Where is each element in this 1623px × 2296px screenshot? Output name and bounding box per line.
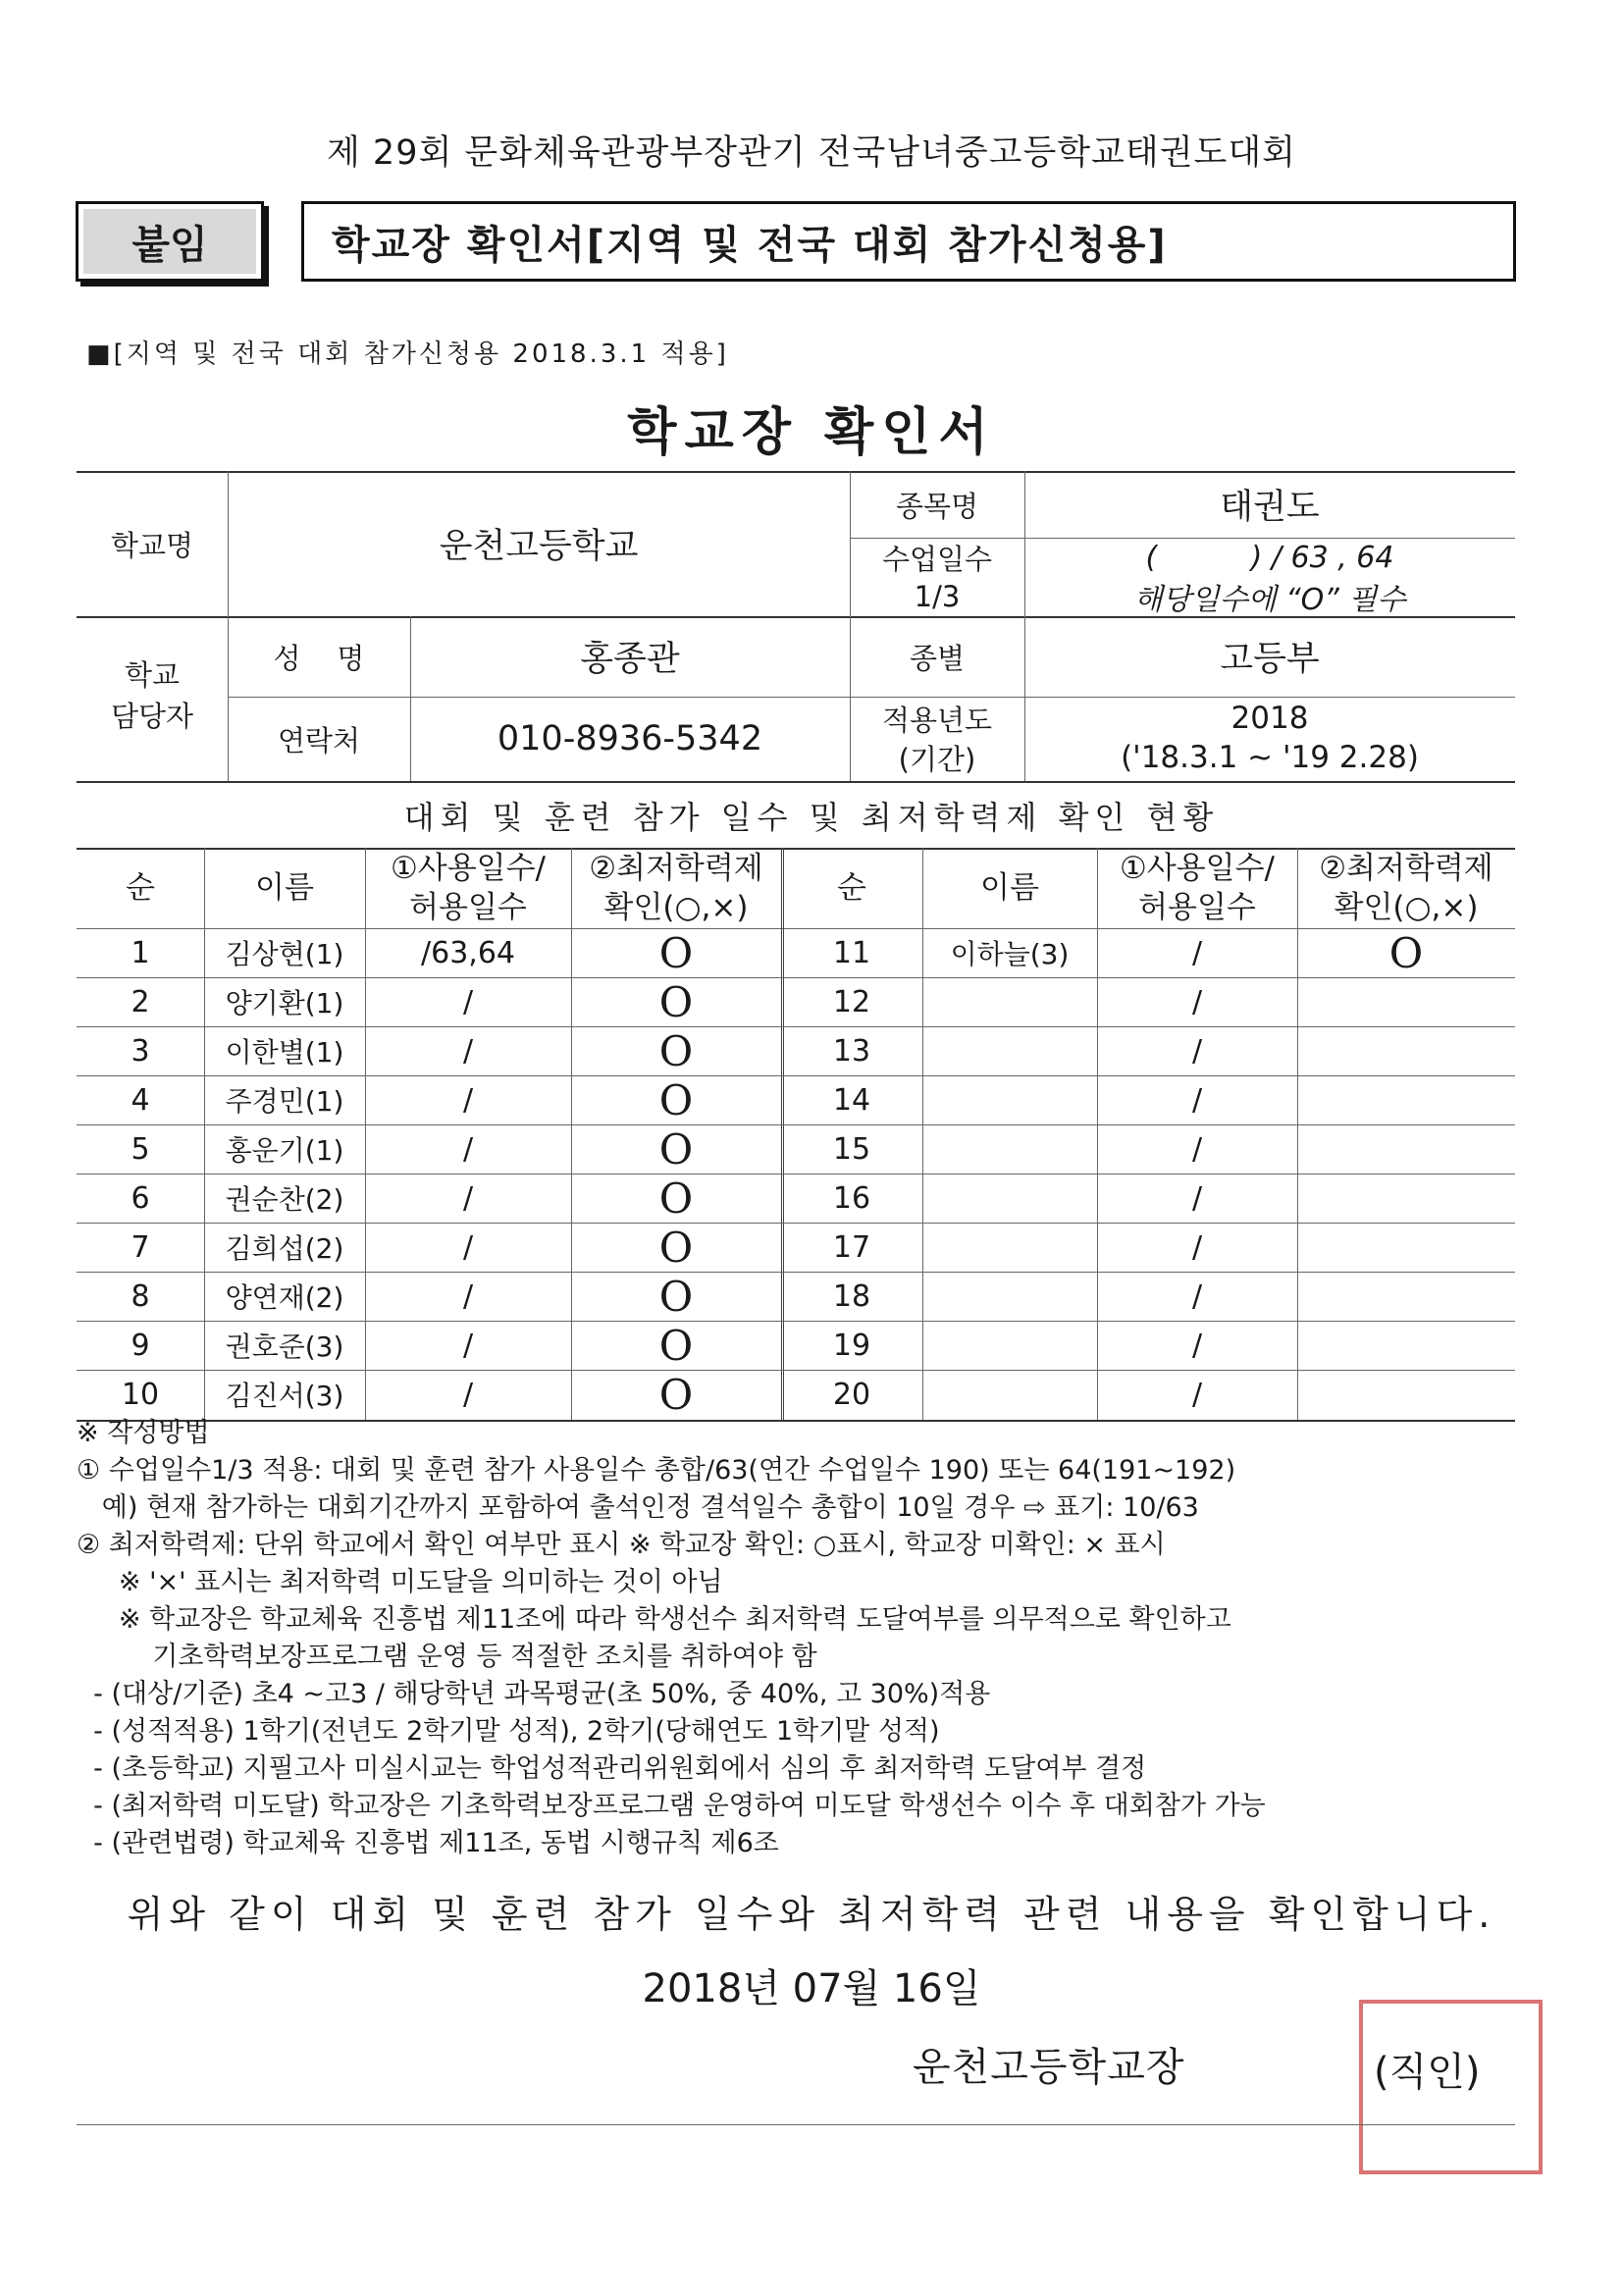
student-name: 이한별(1): [225, 1036, 344, 1069]
form-title: 학교장 확인서[지역 및 전국 대회 참가신청용]: [301, 201, 1516, 282]
row-number: 8: [131, 1278, 150, 1314]
student-name: [922, 1075, 1097, 1124]
manager-name: 홍종관: [580, 640, 680, 679]
instruction-line: 예) 현재 참가하는 대회기간까지 포함하여 출석인정 결석일수 총합이 10일 경우 ⇨ 표기: 10/63: [77, 1492, 1199, 1523]
student-name: 양기환(1): [225, 987, 344, 1019]
days-used: /: [1191, 1082, 1203, 1118]
row-number: 1: [131, 935, 150, 970]
header-days-line1: ①사용일수/: [1119, 851, 1276, 886]
section-title: 대회 및 훈련 참가 일수 및 최저학력제 확인 현황: [403, 799, 1220, 836]
days-used: /: [462, 1377, 474, 1412]
manager-label: 학교: [124, 657, 181, 692]
days-used: /: [1191, 1180, 1203, 1216]
min-academic-check: [1297, 1026, 1515, 1075]
main-title: 학교장 확인서: [627, 403, 996, 462]
days-used: /: [1191, 1229, 1203, 1265]
row-number: 19: [832, 1328, 871, 1363]
row-number: 4: [131, 1082, 150, 1118]
row-number: 6: [131, 1180, 150, 1216]
row-number: 14: [832, 1082, 871, 1118]
form-note: ■[지역 및 전국 대회 참가신청용 2018.3.1 적용]: [86, 339, 729, 369]
header-check: [1297, 848, 1515, 928]
days-used: /: [1191, 1033, 1203, 1069]
student-name: 주경민(1): [225, 1085, 344, 1118]
instruction-line: ※ 학교장은 학교체육 진흥법 제11조에 따라 학생선수 최저학력 도달여부를 의무적으로 확인하고: [77, 1604, 1231, 1635]
min-academic-check: [1297, 977, 1515, 1026]
min-academic-check: O: [658, 1174, 694, 1223]
year-value: 2018: [1230, 701, 1309, 736]
class-days-value: ( ) / 63 , 64: [1145, 540, 1394, 575]
min-academic-check: O: [1388, 928, 1424, 977]
days-used: /: [462, 1082, 474, 1118]
min-academic-check: [1297, 1223, 1515, 1272]
header-no: 순: [837, 870, 866, 906]
row-number: 18: [832, 1278, 871, 1314]
date: 2018년 07월 16일: [642, 1966, 981, 2011]
days-used: /: [462, 984, 474, 1019]
confirmation-text: 위와 같이 대회 및 훈련 참가 일수와 최저학력 관련 내용을 확인합니다.: [127, 1893, 1496, 1936]
student-name: [922, 1174, 1097, 1223]
student-name: 김상현(1): [225, 938, 344, 970]
days-used: /: [1191, 1377, 1203, 1412]
days-used: /: [1191, 1328, 1203, 1363]
student-name: [922, 1223, 1097, 1272]
days-used: /: [462, 1328, 474, 1363]
instruction-line: - (대상/기준) 초4 ~고3 / 해당학년 과목평균(초 50%, 중 40%, 고 30%)적용: [77, 1679, 991, 1709]
contact-label: 연락처: [277, 723, 361, 757]
student-name: [922, 1124, 1097, 1174]
division-label: 종별: [909, 641, 966, 675]
student-name: 권호준(3): [225, 1331, 344, 1363]
min-academic-check: O: [658, 1026, 694, 1075]
header-check-line1: ②최저학력제: [589, 851, 763, 886]
student-name: 권순찬(2): [225, 1183, 344, 1216]
row-number: 3: [131, 1033, 150, 1069]
header-days: [365, 848, 571, 928]
student-name: 양연재(2): [225, 1281, 344, 1314]
event-value: 태권도: [1220, 488, 1320, 527]
instruction-line: ① 수업일수1/3 적용: 대회 및 훈련 참가 사용일수 총합/63(연간 수업일수 190) 또는 64(191~192): [77, 1455, 1236, 1486]
days-used: /: [1191, 935, 1203, 970]
instruction-line: - (초등학교) 지필고사 미실시교는 학업성적관리위원회에서 심의 후 최저학력 도달여부 결정: [77, 1753, 1147, 1784]
header-name: 이름: [255, 870, 314, 906]
days-used: /: [1191, 1131, 1203, 1167]
row-number: 12: [832, 984, 871, 1019]
min-academic-check: [1297, 1272, 1515, 1321]
days-used: /: [1191, 984, 1203, 1019]
manager-label-2: 담당자: [110, 699, 194, 733]
min-academic-check: O: [658, 1370, 694, 1419]
header-days-line1: ①사용일수/: [390, 851, 547, 886]
event-label: 종목명: [895, 489, 979, 523]
school-name: 운천고등학교: [439, 527, 639, 566]
min-academic-check: O: [658, 928, 694, 977]
row-number: 2: [131, 984, 150, 1019]
min-academic-check: [1297, 1124, 1515, 1174]
days-used: /: [462, 1180, 474, 1216]
header-no: 순: [126, 870, 155, 906]
school-label: 학교명: [110, 528, 194, 562]
student-name: 김희섭(2): [225, 1232, 344, 1265]
days-used: /: [462, 1131, 474, 1167]
division-value: 고등부: [1220, 640, 1320, 679]
class-days-fraction: 1/3: [914, 580, 961, 613]
min-academic-check: O: [658, 1223, 694, 1272]
attachment-tag: [76, 201, 264, 282]
row-number: 9: [131, 1328, 150, 1363]
class-days-note: 해당일수에 “O” 필수: [1133, 583, 1406, 617]
info-bottom-border: [77, 781, 1515, 783]
instruction-line: ※ '×' 표시는 최저학력 미도달을 의미하는 것이 아님: [77, 1567, 723, 1597]
contact-value: 010-8936-5342: [497, 719, 763, 758]
period-value: ('18.3.1 ~ '19 2.28): [1121, 740, 1419, 775]
student-name: [922, 1026, 1097, 1075]
instruction-line: - (성적적용) 1학기(전년도 2학기말 성적), 2학기(당해연도 1학기말 성적): [77, 1716, 940, 1747]
class-days-label: 수업일수: [881, 542, 993, 576]
row-number: 17: [832, 1229, 871, 1265]
instruction-line: - (관련법령) 학교체육 진흥법 제11조, 동법 시행규칙 제6조: [77, 1828, 779, 1858]
row-number: 20: [832, 1377, 871, 1412]
min-academic-check: [1297, 1174, 1515, 1223]
student-name: [922, 1272, 1097, 1321]
days-used: /63,64: [421, 935, 515, 970]
name-label: 성 명: [273, 641, 365, 675]
footer-rule: [77, 2124, 1515, 2125]
min-academic-check: [1297, 1321, 1515, 1370]
min-academic-check: O: [658, 1124, 694, 1174]
student-name: [922, 977, 1097, 1026]
principal-name: 운천고등학교장: [913, 2045, 1185, 2090]
instruction-line: - (최저학력 미도달) 학교장은 기초학력보장프로그램 운영하여 미도달 학생선수 이수 후 대회참가 가능: [77, 1791, 1266, 1821]
row-number: 15: [832, 1131, 871, 1167]
min-academic-check: O: [658, 1321, 694, 1370]
year-label-2: (기간): [898, 742, 976, 776]
header-check-line1: ②최저학력제: [1319, 851, 1493, 886]
instruction-line: ② 최저학력제: 단위 학교에서 확인 여부만 표시 ※ 학교장 확인: ○표시, 학교장 미확인: × 표시: [77, 1530, 1166, 1560]
student-name: 김진서(3): [225, 1380, 344, 1412]
attachment-tag-label: 붙임: [83, 209, 256, 274]
instruction-line: ※ 작성방법: [77, 1418, 210, 1448]
header-check-line2: 확인(○,×): [603, 890, 749, 925]
min-academic-check: O: [658, 1075, 694, 1124]
header-check-line2: 확인(○,×): [1334, 890, 1479, 925]
min-academic-check: O: [658, 977, 694, 1026]
instructions: [77, 1415, 1548, 1862]
days-used: /: [462, 1033, 474, 1069]
header-days-line2: 허용일수: [1138, 890, 1256, 925]
row-number: 11: [832, 935, 871, 970]
row-number: 10: [121, 1377, 160, 1412]
min-academic-check: [1297, 1370, 1515, 1419]
days-used: /: [1191, 1278, 1203, 1314]
days-used: /: [462, 1278, 474, 1314]
event-title: 제 29회 문화체육관광부장관기 전국남녀중고등학교태권도대회: [327, 133, 1296, 173]
row-number: 13: [832, 1033, 871, 1069]
row-number: 7: [131, 1229, 150, 1265]
year-label: 적용년도: [881, 703, 993, 737]
student-name: 이하늘(3): [950, 938, 1070, 970]
row-number: 5: [131, 1131, 150, 1167]
row-number: 16: [832, 1180, 871, 1216]
min-academic-check: [1297, 1075, 1515, 1124]
days-used: /: [462, 1229, 474, 1265]
student-name: [922, 1321, 1097, 1370]
seal-label: (직인): [1374, 2050, 1481, 2095]
header-check: [571, 848, 781, 928]
student-name: [922, 1370, 1097, 1419]
header-name: 이름: [980, 870, 1039, 906]
header-days-line2: 허용일수: [409, 890, 527, 925]
min-academic-check: O: [658, 1272, 694, 1321]
student-name: 홍운기(1): [225, 1134, 344, 1167]
header-days: [1097, 848, 1297, 928]
instruction-line: 기초학력보장프로그램 운영 등 적절한 조치를 취하여야 함: [77, 1642, 817, 1672]
